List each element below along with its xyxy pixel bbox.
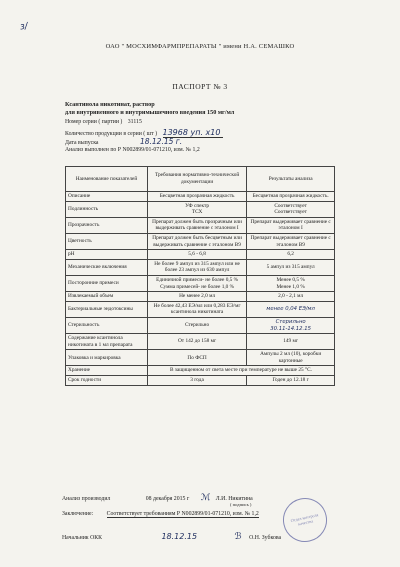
indicator-cell: Описание bbox=[66, 192, 148, 202]
indicator-cell: Подлинность bbox=[66, 201, 148, 217]
table-row bbox=[66, 301, 335, 317]
document-title: ПАСПОРТ № 3 bbox=[172, 82, 228, 91]
indicator-cell: Посторонние примеси bbox=[66, 275, 148, 291]
analysis-signature-row bbox=[62, 493, 253, 503]
product-name-line1: Ксантинола никотинат, раствор bbox=[65, 101, 155, 108]
result-cell: 6,2 bbox=[247, 250, 335, 260]
head-signature-icon: ℬ bbox=[234, 532, 242, 542]
table-row bbox=[66, 217, 335, 233]
result-cell: 5 ампул из 315 ампул bbox=[247, 259, 335, 275]
analysis-date: 08 декабря 2015 г bbox=[145, 496, 190, 502]
analyst-name: Л.И. Никитина bbox=[215, 496, 253, 502]
indicator-cell: Упаковка и маркировка bbox=[66, 350, 148, 366]
table-row bbox=[66, 192, 335, 202]
header-indicator: Наименование показателей bbox=[66, 167, 148, 192]
result-cell: менее 0,04 ЕЭ/мл bbox=[247, 301, 335, 317]
requirement-cell: Не менее 2,0 мл bbox=[147, 292, 246, 302]
table-row bbox=[66, 233, 335, 249]
requirement-cell: Препарат должен быть бесцветным или выдерживать сравнение с эталоном B9 bbox=[147, 233, 246, 249]
analysis-label: Анализ производил bbox=[62, 496, 111, 502]
result-cell: Бесцветная прозрачная жидкость. bbox=[247, 192, 335, 202]
result-cell: Стерильно 30.11-14.12.15 bbox=[247, 317, 335, 333]
table-body bbox=[66, 192, 335, 386]
requirement-cell: По ФСП bbox=[147, 350, 246, 366]
product-name bbox=[65, 101, 234, 118]
requirement-cell: Препарат должен быть прозрачным или выдерживать сравнение с эталоном I bbox=[147, 217, 246, 233]
conclusion-text: Соответствует требованиям Р N002899/01-071210, изм. № 1,2 bbox=[106, 511, 259, 517]
requirement-cell: 3 года bbox=[147, 376, 246, 386]
result-cell: 2,0 - 2,1 мл bbox=[247, 292, 335, 302]
analyst-signature-icon: ℳ bbox=[200, 493, 211, 503]
table-row bbox=[66, 259, 335, 275]
release-value: 18.12.15 г. bbox=[139, 137, 183, 146]
result-cell: Препарат выдерживает сравнение с эталоном B9 bbox=[247, 233, 335, 249]
header-results: Результаты анализа bbox=[247, 167, 335, 192]
specification-table bbox=[65, 166, 335, 386]
table-header-row bbox=[66, 167, 335, 192]
head-label: Начальник ОКК bbox=[62, 535, 102, 541]
conclusion-row bbox=[62, 511, 259, 517]
conclusion-label: Заключение: bbox=[62, 511, 94, 517]
series-label: Номер серии ( партии ) bbox=[65, 119, 123, 125]
indicator-cell: Цветность bbox=[66, 233, 148, 249]
table-row bbox=[66, 366, 335, 376]
storage-condition-cell: В защищенном от света месте при температуре не выше 25 °С. bbox=[147, 366, 334, 376]
requirement-cell: УФ спектр ТСХ bbox=[147, 201, 246, 217]
requirement-cell: От 142 до 158 мг bbox=[147, 334, 246, 350]
analysis-note: Анализ выполнен по Р N002899/01-071210, изм. № 1,2 bbox=[65, 147, 200, 153]
table-row bbox=[66, 376, 335, 386]
result-cell: 149 мг bbox=[247, 334, 335, 350]
release-label: Дата выпуска bbox=[65, 140, 99, 146]
indicator-cell: Извлекаемый объем bbox=[66, 292, 148, 302]
indicator-cell: Хранение bbox=[66, 366, 148, 376]
result-cell: Менее 0,5 % Менее 1,0 % bbox=[247, 275, 335, 291]
header-requirements: Требования нормативно-технической документации bbox=[147, 167, 246, 192]
requirement-cell: Единичной примеси- не более 0,5 % Сумма примесей- не более 1,0 % bbox=[147, 275, 246, 291]
result-cell: Соответствует Соответствует bbox=[247, 201, 335, 217]
table-row bbox=[66, 201, 335, 217]
release-row bbox=[65, 137, 182, 146]
indicator-cell: Бактериальные эндотоксины bbox=[66, 301, 148, 317]
requirement-cell: Не более 42,43 ЕЭ/мл или 0,283 ЕЭ/мг ксантинола никотината bbox=[147, 301, 246, 317]
series-value: 31115 bbox=[127, 119, 142, 125]
product-name-line2: для внутривенного и внутримышечного введения 150 мг/мл bbox=[65, 109, 235, 117]
indicator-cell: Содержание ксантинола никотината в 1 мл препарата bbox=[66, 334, 148, 350]
indicator-cell: Прозрачность bbox=[66, 217, 148, 233]
result-cell: Годен до 12.18 г bbox=[247, 376, 335, 386]
organization-name: ОАО " МОСХИМФАРМПРЕПАРАТЫ " имени Н.А. СЕМАШКО bbox=[105, 43, 295, 50]
signature-caption: ( подпись ) bbox=[230, 502, 252, 507]
table-row bbox=[66, 334, 335, 350]
head-date: 18.12.15 bbox=[161, 532, 198, 541]
requirement-cell: 5,6 - 6,8 bbox=[147, 250, 246, 260]
indicator-cell: Механические включения bbox=[66, 259, 148, 275]
requirement-cell: Стерильно bbox=[147, 317, 246, 333]
margin-note: з/ bbox=[19, 21, 29, 33]
quantity-label: Количество продукции в серии ( шт ) bbox=[65, 131, 158, 137]
quantity-value: 13968 уп. х10 bbox=[163, 128, 223, 138]
result-cell: Препарат выдерживает сравнение с эталоном I bbox=[247, 217, 335, 233]
result-cell: Ампулы 2 мл (10), коробки картонные bbox=[247, 350, 335, 366]
table-row bbox=[66, 350, 335, 366]
table-row bbox=[66, 250, 335, 260]
series-row bbox=[65, 119, 142, 125]
table-row bbox=[66, 292, 335, 302]
indicator-cell: pH bbox=[66, 250, 148, 260]
requirement-cell: Не более 9 ампул из 315 ампул или не более 23 ампул из 630 ампул bbox=[147, 259, 246, 275]
indicator-cell: Стерильность bbox=[66, 317, 148, 333]
head-name: О.Н. Зубкова bbox=[249, 535, 282, 541]
requirement-cell: Бесцветная прозрачная жидкость bbox=[147, 192, 246, 202]
table-row bbox=[66, 275, 335, 291]
head-signature-row bbox=[62, 532, 281, 542]
quality-control-stamp: Отдел контроля качества bbox=[279, 494, 331, 546]
table-row bbox=[66, 317, 335, 333]
indicator-cell: Срок годности bbox=[66, 376, 148, 386]
